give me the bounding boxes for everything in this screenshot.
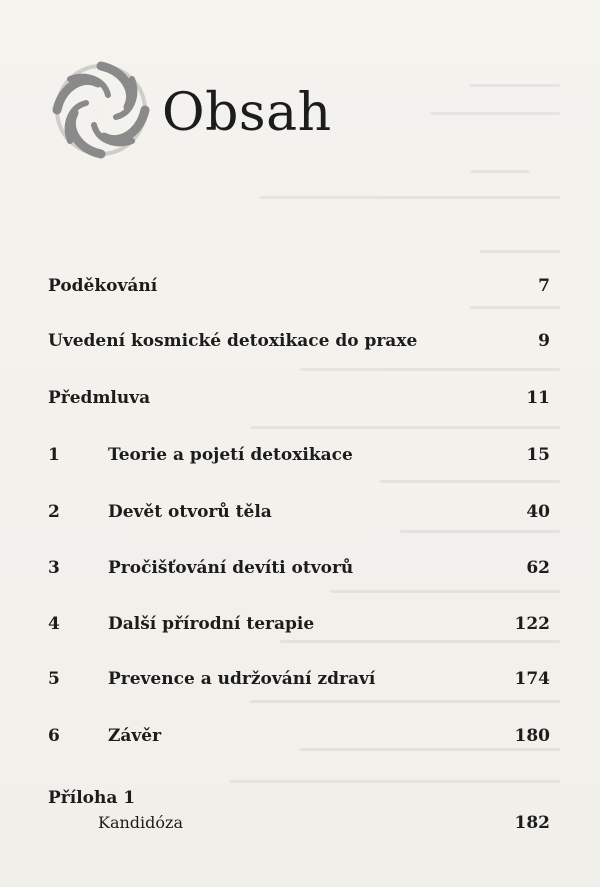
toc-chapter: [48, 558, 550, 578]
toc-entry-label: Pročišťování devíti otvorů: [108, 558, 354, 578]
toc-entry-label: Uvedení kosmické detoxikace do praxe: [48, 331, 418, 351]
appendix-entry-label: Kandidóza: [98, 813, 183, 832]
toc-entry-label: Další přírodní terapie: [108, 614, 315, 634]
chapter-number: 6: [48, 726, 60, 746]
chapter-number: 1: [48, 445, 60, 465]
toc-entry-page: 122: [514, 614, 550, 634]
toc-entry-page: 180: [514, 726, 550, 746]
chapter-number: 5: [48, 669, 60, 689]
chapter-number: 4: [48, 614, 60, 634]
toc-entry-label: Devět otvorů těla: [108, 502, 272, 522]
toc-entry-label: Teorie a pojetí detoxikace: [108, 445, 353, 465]
toc-entry-page: 174: [514, 669, 550, 689]
toc-entry-label: Prevence a udržování zdraví: [108, 669, 376, 689]
chapter-number: 2: [48, 502, 60, 522]
toc-entry-label: Závěr: [108, 726, 162, 746]
toc-chapter: [48, 614, 550, 634]
toc-chapter: [48, 669, 550, 689]
appendix-entry: [98, 813, 550, 833]
toc-chapter: [48, 502, 550, 522]
toc-chapter: [48, 726, 550, 746]
toc-entry: [48, 331, 550, 351]
toc-chapter: [48, 445, 550, 465]
toc-entry-label: Poděkování: [48, 276, 158, 296]
toc-entry-page: 62: [526, 558, 550, 578]
chapter-number: 3: [48, 558, 60, 578]
toc-entry-label: Předmluva: [48, 388, 151, 408]
toc-entry-page: 11: [526, 388, 550, 408]
toc-entry-page: 15: [526, 445, 550, 465]
toc-entry: [48, 276, 550, 296]
page-title: Obsah: [162, 83, 332, 143]
toc-entry-page: 7: [538, 276, 550, 296]
appendix-heading: Příloha 1: [48, 788, 136, 808]
appendix-entry-page: 182: [514, 813, 550, 833]
toc-entry-page: 9: [538, 331, 550, 351]
toc-entry-page: 40: [526, 502, 550, 522]
toc-entry: [48, 388, 550, 408]
